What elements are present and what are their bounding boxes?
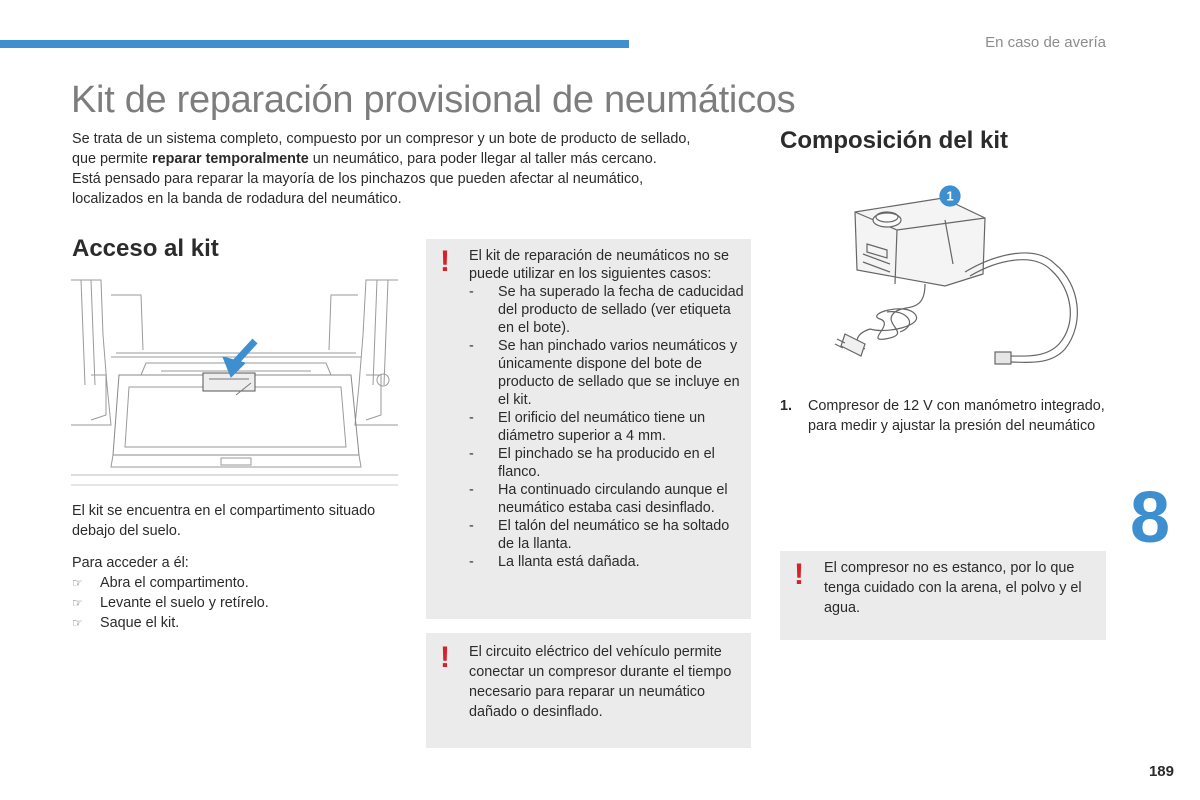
page-number: 189 — [1148, 763, 1174, 780]
circuit-warning-text: El circuito eléctrico del vehículo permite conectar un compresor durante el tiempo necesario para reparar un neumático dañado o desinflado. — [469, 644, 732, 720]
usage-case — [469, 409, 745, 445]
intro-line-4: localizados en la banda de rodadura del neumático. — [72, 191, 402, 207]
usage-case-text: Se ha superado la fecha de caducidad del producto de sellado (ver etiqueta en el bote). — [498, 284, 744, 336]
access-intro: Para acceder a él: — [72, 555, 189, 571]
kit-location-paragraph: El kit se encuentra en el compartimento situado debajo del suelo. — [72, 503, 376, 539]
usage-case — [469, 553, 745, 571]
usage-case — [469, 445, 745, 481]
intro-line-1: Se trata de un sistema completo, compuesto por un compresor y un bote de producto de sellado, — [72, 131, 691, 147]
dash-bullet: - — [469, 482, 474, 498]
usage-warning-content — [469, 247, 745, 571]
warning-icon: ! — [440, 245, 450, 278]
usage-case-text: El pinchado se ha producido en el flanco. — [498, 446, 715, 480]
access-step — [72, 613, 402, 633]
usage-case-text: El orificio del neumático tiene un diámetro superior a 4 mm. — [498, 410, 706, 444]
usage-case-text: Ha continuado circulando aunque el neumático estaba casi desinflado. — [498, 482, 728, 516]
hand-pointer-icon: ☞ — [72, 576, 83, 590]
access-step-text: Saque el kit. — [100, 615, 180, 631]
access-step — [72, 593, 402, 613]
section-name: En caso de avería — [985, 34, 1106, 51]
usage-case-text: La llanta está dañada. — [498, 554, 640, 570]
usage-case — [469, 481, 745, 517]
dash-bullet: - — [469, 554, 474, 570]
warning-icon: ! — [440, 641, 450, 674]
circuit-warning-box — [426, 633, 751, 748]
warning-icon: ! — [794, 558, 804, 591]
dash-bullet: - — [469, 284, 474, 300]
access-step — [72, 573, 402, 593]
access-instructions — [72, 553, 402, 633]
page-title: Kit de reparación provisional de neumáticos — [71, 79, 796, 121]
dash-bullet: - — [469, 410, 474, 426]
usage-warning-box — [426, 239, 751, 619]
intro-line-2-end: un neumático, para poder llegar al taller más cercano. — [308, 151, 657, 167]
usage-case — [469, 337, 745, 409]
dash-bullet: - — [469, 446, 474, 462]
access-step-text: Abra el compartimento. — [100, 575, 249, 591]
trunk-floor-illustration — [71, 275, 398, 495]
dash-bullet: - — [469, 338, 474, 354]
access-step-text: Levante el suelo y retírelo. — [100, 595, 269, 611]
intro-line-2-start: que permite — [72, 151, 152, 167]
access-steps-list — [72, 573, 402, 633]
header-accent-bar — [0, 40, 629, 48]
compressor-warning-box — [780, 551, 1106, 640]
intro-line-2 — [72, 149, 762, 169]
hand-pointer-icon: ☞ — [72, 616, 83, 630]
usage-case — [469, 283, 745, 337]
legend-number: 1. — [780, 398, 793, 414]
hand-pointer-icon: ☞ — [72, 596, 83, 610]
access-heading: Acceso al kit — [72, 235, 219, 262]
dash-bullet: - — [469, 518, 474, 534]
usage-warning-cases — [469, 283, 745, 571]
usage-case-text: El talón del neumático se ha soltado de la llanta. — [498, 518, 730, 552]
compressor-callout-number: 1 — [946, 188, 954, 204]
intro-paragraph — [72, 129, 762, 209]
usage-case — [469, 517, 745, 553]
usage-warning-intro: El kit de reparación de neumáticos no se puede utilizar en los siguientes casos: — [469, 248, 729, 282]
chapter-number: 8 — [1129, 478, 1171, 558]
compressor-warning-text: El compresor no es estanco, por lo que tenga cuidado con la arena, el polvo y el agua. — [824, 560, 1082, 616]
kit-legend — [780, 396, 1105, 436]
intro-emphasis: reparar temporalmente — [152, 151, 309, 167]
composition-heading: Composición del kit — [780, 127, 1009, 154]
intro-line-3: Está pensado para reparar la mayoría de los pinchazos que pueden afectar al neumático, — [72, 171, 644, 187]
usage-case-text: Se han pinchado varios neumáticos y únicamente dispone del bote de producto de sellado que se incluye en el kit. — [498, 338, 740, 408]
kit-location-text — [72, 501, 402, 541]
compressor-illustration — [825, 184, 1090, 378]
legend-text: Compresor de 12 V con manómetro integrado, para medir y ajustar la presión del neumático — [808, 398, 1105, 434]
